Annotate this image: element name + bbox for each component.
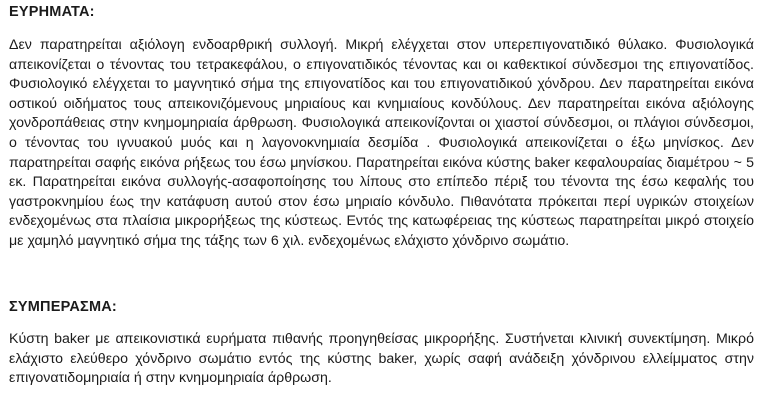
findings-heading: ΕΥΡΗΜΑΤΑ: bbox=[9, 4, 95, 20]
report-page bbox=[9, 0, 754, 405]
findings-text: Δεν παρατηρείται αξιόλογη ενδοαρθρική συλλογή. Μικρή ελέγχεται στον υπερεπιγονατιδικό θύλακο. Φυσιολογικά απεικονίζεται ο τένοντας του τετρακεφάλου, ο επιγονατιδικός τένοντας και οι καθεκτικοί σύνδεσμοι της επιγονατίδος. Φυσιολογικό ελέγχεται το μαγνητικό σήμα της επιγονατίδος και του επιγονατιδικού χόνδρου. Δεν παρατηρείται εικόνα οστικού οιδήματος τους απεικονιζόμενους μηριαίους και κνημιαίους κονδύλους. Δεν παρατηρείται εικόνα αξιόλογης χονδροπάθειας στην κνημομηριαία άρθρωση. Φυσιολογικά απεικονίζονται οι χιαστοί σύνδεσμοι, οι πλάγιοι σύνδεσμοι, ο τένοντας του ιγνυακού μυός και η λαγονοκνημιαία δεσμίδα . Φυσιολογικά απεικονίζεται ο έξω μηνίσκος. Δεν παρατηρείται σαφής εικόνα ρήξεως του έσω μηνίσκου. Παρατηρείται εικόνα κύστης baker κεφαλουραίας διαμέτρου ~ 5 εκ. Παρατηρείται εικόνα συλλογής-ασαφοποίησης του λίπους στο επίπεδο πέριξ του τένοντα της έσω κεφαλής του γαστροκνημίου έως την κατάφυση αυτού στον έσω μηριαίο κόνδυλο. Πιθανότατα πρόκειται περί υγρικών στοιχείων ενδεχομένως στα πλαίσια μικρορήξεως της κύστεως. Εντός της κατωφέρειας της κύστεως παρατηρείται μικρό στοιχείο με χαμηλό μαγνητικό σήμα της τάξης των 6 χιλ. ενδεχομένως ελάχιστο χόνδρινο σωμάτιο. bbox=[9, 37, 754, 249]
conclusion-text: Κύστη baker με απεικονιστικά ευρήματα πιθανής προηγηθείσας μικρορήξης. Συστήνεται κλινική συνεκτίμηση. Μικρό ελάχιστο ελεύθερο χόνδρινο σωμάτιο εντός της κύστης baker, χωρίς σαφή ανάδειξη χόνδρινου ελλείμματος στην επιγονατιδομηριαία ή στην κνημομηριαία άρθρωση. bbox=[9, 331, 754, 387]
conclusion-heading: ΣΥΜΠΕΡΑΣΜΑ: bbox=[9, 299, 117, 315]
